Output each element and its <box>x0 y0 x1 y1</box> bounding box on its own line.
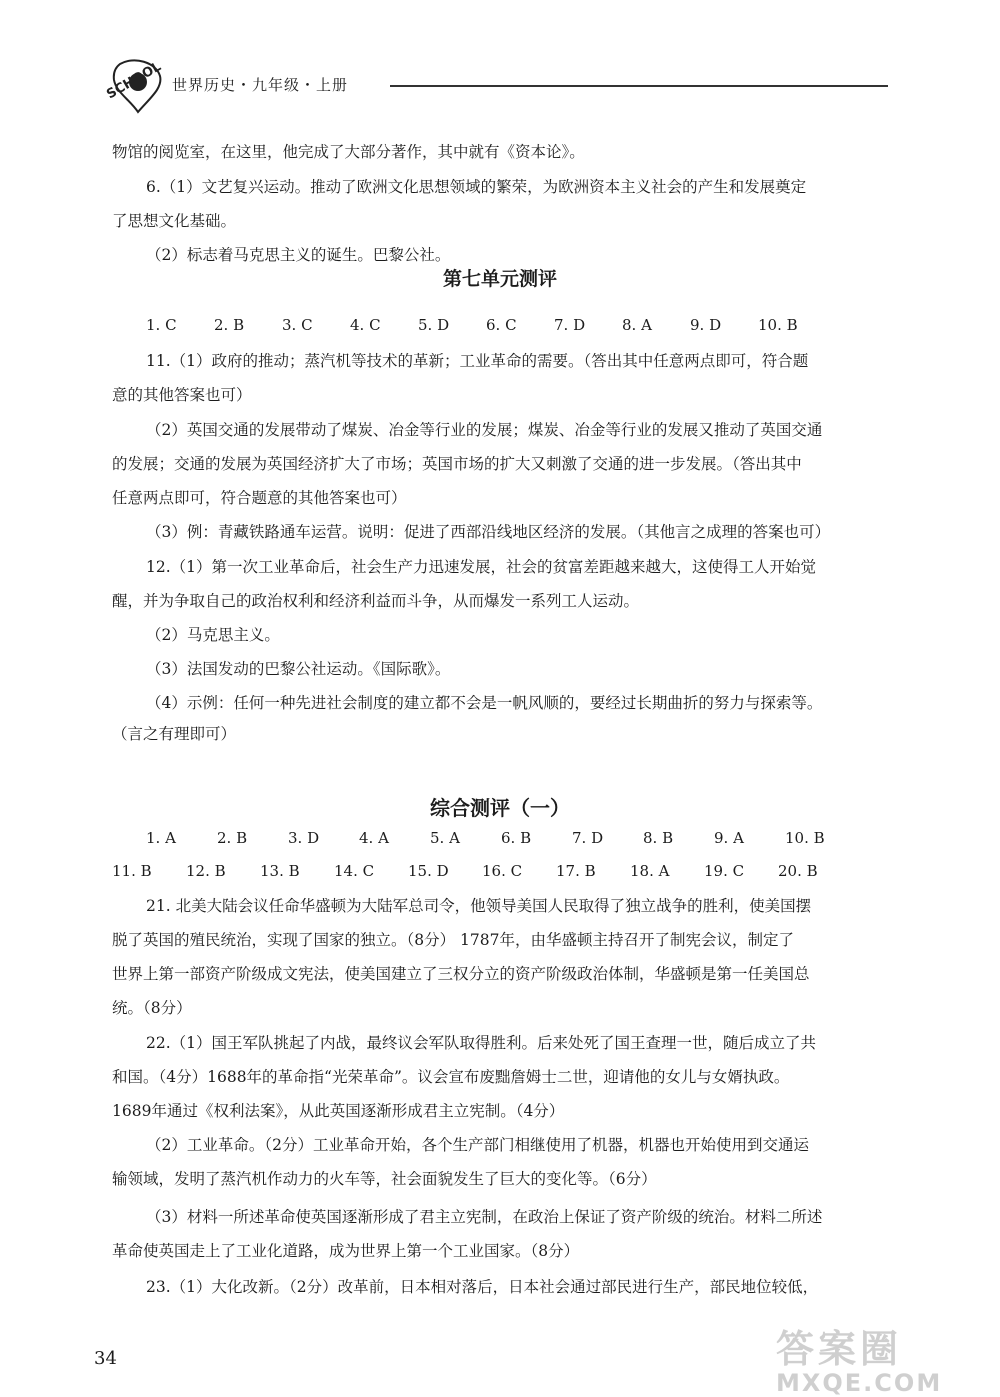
text-line: 21. 北美大陆会议任命华盛顿为大陆军总司令，他领导美国人民取得了独立战争的胜利，使美国摆 <box>146 897 812 915</box>
text-line: 和国。（4分）1688年的革命指“光荣革命”。议会宣布废黜詹姆士二世，迎请他的女儿与女婿执政。 <box>112 1068 790 1086</box>
choice-answer: 6. B <box>501 829 532 847</box>
school-pin-logo <box>100 58 170 116</box>
text-line: 11.（1）政府的推动；蒸汽机等技术的革新；工业革命的需要。（答出其中任意两点即可，符合题 <box>146 352 809 370</box>
text-line: 醒，并为争取自己的政治权利和经济利益而斗争，从而爆发一系列工人运动。 <box>112 592 640 610</box>
choice-answer: 4. A <box>359 829 389 847</box>
choice-answer: 1. A <box>146 829 176 847</box>
choice-answer: 4. C <box>350 316 381 334</box>
watermark-text-cn: 答案圈 <box>776 1327 903 1371</box>
section-heading-comprehensive: 综合测评（一） <box>430 796 570 820</box>
page-number: 34 <box>94 1348 117 1369</box>
page-header <box>100 58 900 118</box>
choice-answer: 6. C <box>486 316 517 334</box>
choice-answer: 13. B <box>260 862 300 880</box>
logo-text: SCHOOL <box>104 59 164 103</box>
choice-answer: 18. A <box>630 862 670 880</box>
text-line: （3）材料一所述革命使英国逐渐形成了君主立宪制，在政治上保证了资产阶级的统治。材料二所述 <box>146 1208 823 1226</box>
choice-answers-row <box>146 829 825 847</box>
choice-answer: 3. D <box>288 829 320 847</box>
choice-answer: 1. C <box>146 316 177 334</box>
text-line: （2）标志着马克思主义的诞生。巴黎公社。 <box>146 246 451 264</box>
choice-answer: 14. C <box>334 862 375 880</box>
choice-answer: 7. D <box>554 316 586 334</box>
choice-answer: 11. B <box>112 862 152 880</box>
text-line: 意的其他答案也可） <box>112 386 252 404</box>
site-watermark <box>776 1318 976 1397</box>
text-line: 23.（1）大化改新。（2分）改革前，日本相对落后，日本社会通过部民进行生产，部民地位较低， <box>146 1278 819 1296</box>
text-line: 统。（8分） <box>112 999 192 1017</box>
text-line: 脱了英国的殖民统治，实现了国家的独立。（8分） 1787年，由华盛顿主持召开了制宪会议，制定了 <box>112 931 794 949</box>
section-heading-unit7: 第七单元测评 <box>442 268 557 290</box>
text-line: （2）马克思主义。 <box>146 626 280 644</box>
choice-answers-row <box>146 316 798 334</box>
header-rule <box>390 85 888 87</box>
text-line: 了思想文化基础。 <box>112 212 237 230</box>
text-line: 1689年通过《权利法案》，从此英国逐渐形成君主立宪制。（4分） <box>112 1102 565 1120</box>
choice-answer: 8. B <box>643 829 674 847</box>
text-line: （4）示例：任何一种先进社会制度的建立都不会是一帆风顺的，要经过长期曲折的努力与探索等。 <box>146 694 823 712</box>
text-line: 世界上第一部资产阶级成文宪法，使美国建立了三权分立的资产阶级政治体制，华盛顿是第一任美国总 <box>112 965 810 983</box>
text-line: 22.（1）国王军队挑起了内战，最终议会军队取得胜利。后来处死了国王查理一世，随后成立了共 <box>146 1034 817 1052</box>
text-line: （2）工业革命。（2分）工业革命开始，各个生产部门相继使用了机器，机器也开始使用到交通运 <box>146 1136 809 1154</box>
choice-answer: 17. B <box>556 862 596 880</box>
text-line: 6.（1）文艺复兴运动。推动了欧洲文化思想领域的繁荣，为欧洲资本主义社会的产生和发展奠定 <box>146 178 807 196</box>
choice-answer: 9. D <box>690 316 722 334</box>
text-line: 输领域，发明了蒸汽机作动力的火车等，社会面貌发生了巨大的变化等。（6分） <box>112 1170 657 1188</box>
choice-answer: 2. B <box>217 829 248 847</box>
choice-answer: 16. C <box>482 862 523 880</box>
choice-answer: 20. B <box>778 862 818 880</box>
text-line: （2）英国交通的发展带动了煤炭、冶金等行业的发展；煤炭、冶金等行业的发展又推动了英国交通 <box>146 421 823 439</box>
choice-answer: 3. C <box>282 316 313 334</box>
choice-answer: 12. B <box>186 862 226 880</box>
text-line: （3）例：青藏铁路通车运营。说明：促进了西部沿线地区经济的发展。（其他言之成理的答案也可） <box>146 523 831 541</box>
choice-answer: 7. D <box>572 829 604 847</box>
choice-answer: 15. D <box>408 862 449 880</box>
watermark-text-en: MXQE.COM <box>776 1369 943 1397</box>
choice-answer: 2. B <box>214 316 245 334</box>
text-line: 12.（1）第一次工业革命后，社会生产力迅速发展，社会的贫富差距越来越大，这使得工人开始觉 <box>146 558 817 576</box>
text-line: （言之有理即可） <box>112 725 237 743</box>
text-line: （3）法国发动的巴黎公社运动。《国际歌》。 <box>146 660 451 678</box>
choice-answer: 9. A <box>714 829 744 847</box>
choice-answer: 5. A <box>430 829 460 847</box>
series-title: 世界历史・九年级・上册 <box>172 76 349 94</box>
choice-answer: 8. A <box>622 316 652 334</box>
text-line: 革命使英国走上了工业化道路，成为世界上第一个工业国家。（8分） <box>112 1242 580 1260</box>
text-line: 物馆的阅览室，在这里，他完成了大部分著作，其中就有《资本论》。 <box>112 143 585 161</box>
choice-answer: 10. B <box>758 316 798 334</box>
text-line: 的发展；交通的发展为英国经济扩大了市场；英国市场的扩大又刺激了交通的进一步发展。（答出其中 <box>112 455 802 473</box>
choice-answers-row <box>112 862 818 880</box>
choice-answer: 19. C <box>704 862 745 880</box>
text-line: 任意两点即可，符合题意的其他答案也可） <box>112 489 407 507</box>
choice-answer: 10. B <box>785 829 825 847</box>
choice-answer: 5. D <box>418 316 450 334</box>
